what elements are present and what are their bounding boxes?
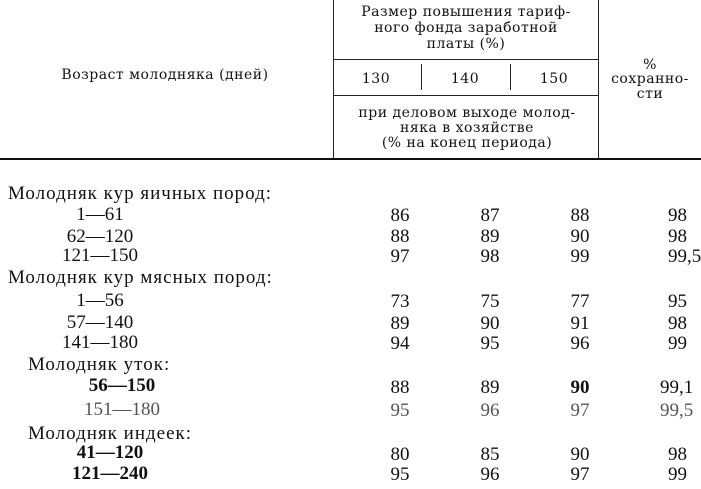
group-title: Молодняк уток:: [28, 354, 171, 375]
value-140: 98: [480, 246, 500, 267]
value-150: 96: [570, 333, 590, 354]
survival-value: 98: [668, 226, 687, 247]
survival-value: 98: [668, 313, 687, 334]
survival-value: 98: [668, 444, 687, 465]
age-range: 41—120: [76, 442, 144, 463]
value-150: 77: [570, 291, 590, 312]
value-130: 86: [390, 205, 410, 226]
value-150: 88: [570, 205, 590, 226]
value-150: 99: [570, 246, 590, 267]
header-divider-right: [598, 0, 599, 158]
age-range: 1—56: [76, 290, 124, 311]
condition-line-3: (% на конец периода): [381, 135, 553, 151]
col-divider-2: [510, 64, 511, 90]
col-130-header: 130: [361, 71, 391, 87]
header-bottom-rule: [0, 158, 701, 160]
header-divider-left: [333, 0, 334, 158]
group-title: Молодняк кур мясных пород:: [8, 267, 273, 288]
survival-value: 99,5: [668, 246, 701, 267]
condition-line-2: няка в хозяйстве: [400, 120, 534, 136]
age-column-header: Возраст молодняка (дней): [61, 67, 269, 83]
survival-header-line-2: сохранно-: [611, 71, 689, 87]
value-140: 87: [480, 205, 500, 226]
value-140: 90: [480, 313, 500, 334]
value-140: 89: [480, 377, 500, 398]
group-title: Молодняк индеек:: [28, 423, 193, 444]
value-130: 97: [390, 246, 410, 267]
value-130: 95: [390, 464, 410, 485]
survival-value: 98: [668, 205, 687, 226]
age-range: 121—150: [62, 245, 138, 266]
age-range: 56—150: [88, 375, 156, 396]
value-150: 91: [570, 313, 590, 334]
condition-line-1: при деловом выходе молод-: [358, 105, 576, 121]
survival-header-line-3: сти: [636, 86, 664, 102]
age-range: 121—240: [72, 463, 148, 484]
survival-value: 99,1: [660, 377, 694, 398]
col-150-header: 150: [539, 71, 569, 87]
age-range: 151—180: [84, 399, 160, 420]
value-150: 97: [570, 400, 590, 421]
value-140: 75: [480, 291, 500, 312]
value-150: 90: [570, 444, 590, 465]
survival-value: 95: [668, 291, 687, 312]
value-150: 90: [570, 377, 590, 398]
age-range: 62—120: [66, 226, 134, 247]
value-130: 73: [390, 291, 410, 312]
survival-header-line-1: %: [643, 57, 657, 73]
age-range: 1—61: [76, 204, 124, 225]
value-140: 96: [480, 400, 500, 421]
raise-header-line-2: ного фонда заработной: [374, 20, 558, 36]
value-140: 96: [480, 464, 500, 485]
raise-header-line-1: Размер повышения тариф-: [361, 4, 571, 20]
header-rule-2: [333, 95, 598, 96]
value-130: 80: [390, 444, 410, 465]
survival-value: 99: [668, 333, 687, 354]
value-140: 85: [480, 444, 500, 465]
value-130: 88: [390, 377, 410, 398]
value-140: 95: [480, 333, 500, 354]
value-130: 94: [390, 333, 410, 354]
value-130: 88: [390, 226, 410, 247]
value-150: 97: [570, 464, 590, 485]
age-range: 141—180: [62, 332, 138, 353]
value-140: 89: [480, 226, 500, 247]
value-130: 89: [390, 313, 410, 334]
value-130: 95: [390, 400, 410, 421]
header-rule-1: [333, 59, 598, 60]
col-140-header: 140: [450, 71, 480, 87]
survival-value: 99: [668, 464, 687, 485]
raise-header-line-3: платы (%): [426, 36, 506, 52]
age-range: 57—140: [66, 312, 134, 333]
value-150: 90: [570, 226, 590, 247]
col-divider-1: [421, 64, 422, 90]
group-title: Молодняк кур яичных пород:: [8, 183, 273, 204]
survival-value: 99,5: [660, 400, 694, 421]
